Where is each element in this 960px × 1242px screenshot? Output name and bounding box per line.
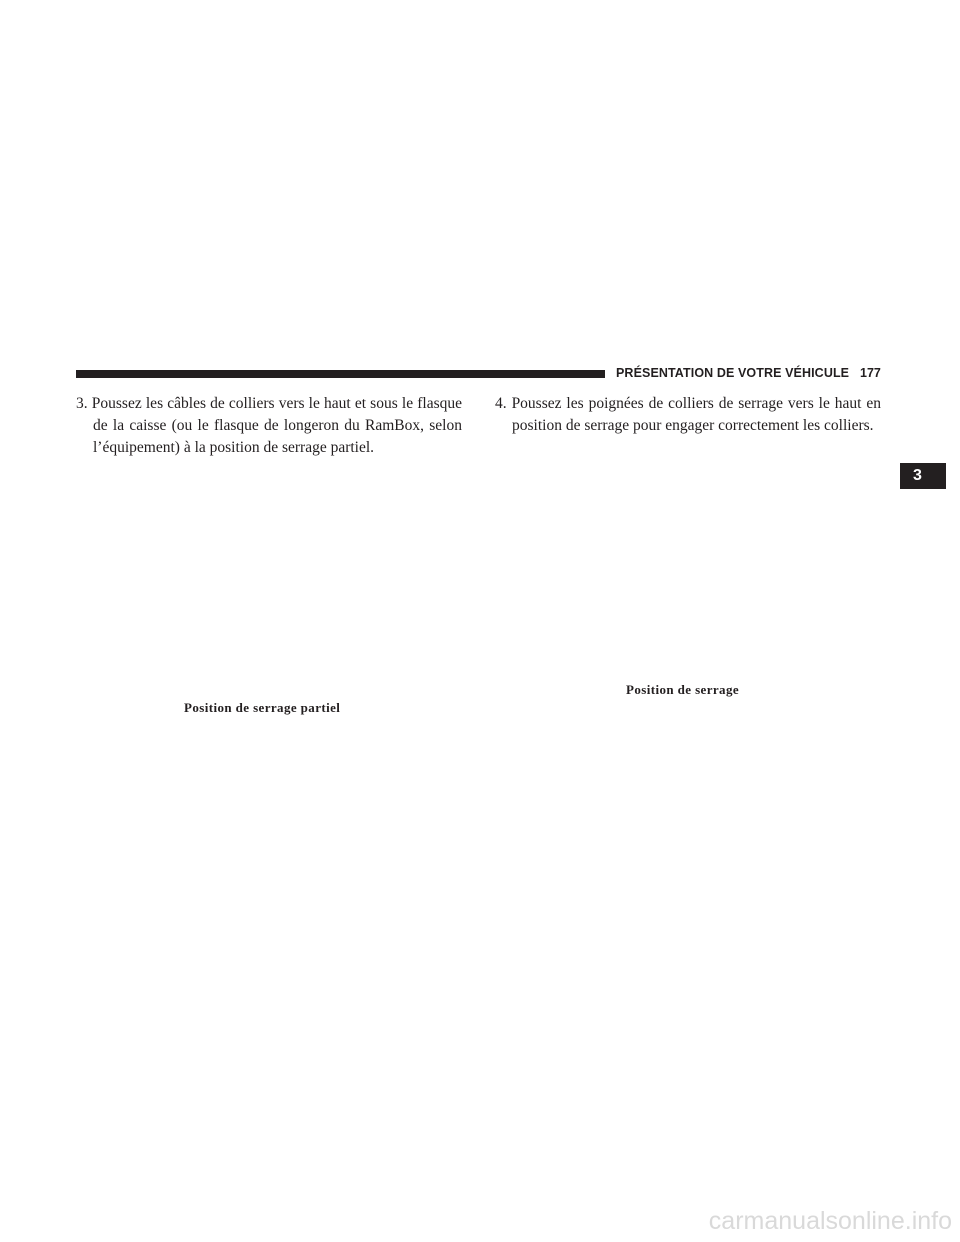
step-text xyxy=(495,393,882,437)
step-number: 4. xyxy=(495,395,507,412)
instruction-step-3 xyxy=(76,393,462,459)
step-number: 3. xyxy=(76,395,88,412)
step-body: Poussez les câbles de colliers vers le haut et sous le flasque de la caisse (ou le flasque de longeron du RamBox, selon l’équipement) à la position de serrage partiel. xyxy=(91,395,463,456)
chapter-tab xyxy=(900,463,946,489)
page-number: 177 xyxy=(860,366,881,380)
watermark: carmanualsonline.info xyxy=(708,1207,952,1235)
figure-caption-partial-clamp: Position de serrage partiel xyxy=(184,700,341,715)
header-rule xyxy=(76,370,605,378)
section-title: PRÉSENTATION DE VOTRE VÉHICULE xyxy=(616,366,850,380)
instruction-step-4 xyxy=(495,393,881,437)
step-body: Poussez les poignées de colliers de serrage vers le haut en position de serrage pour engager correctement les colliers. xyxy=(511,395,882,434)
chapter-number: 3 xyxy=(913,467,922,484)
figure-caption-clamp: Position de serrage xyxy=(626,682,740,697)
step-text xyxy=(76,393,463,459)
